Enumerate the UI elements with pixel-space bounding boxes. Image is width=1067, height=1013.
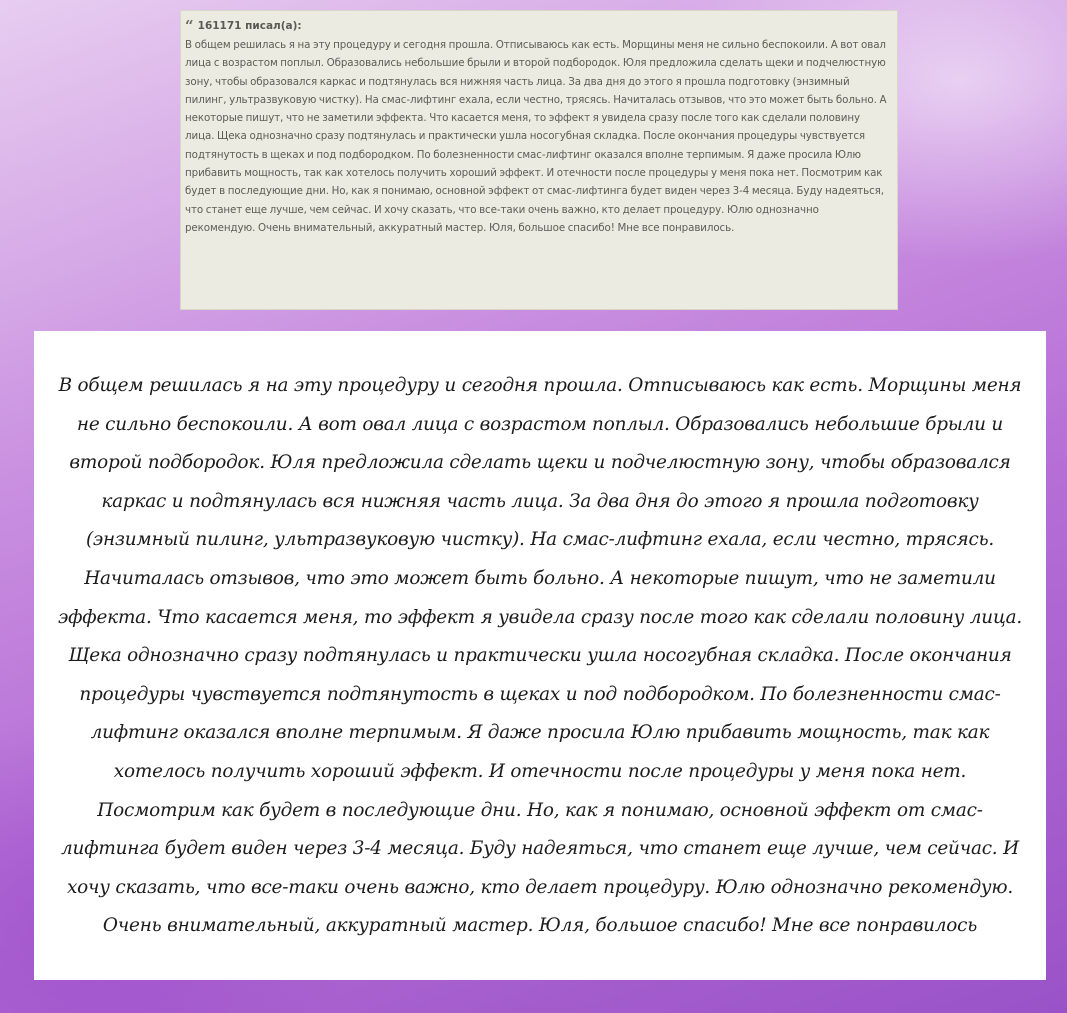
quote-header xyxy=(185,18,887,34)
handwritten-review-card xyxy=(34,331,1046,980)
handwritten-review-text: В общем решилась я на эту процедуру и сегодня прошла. Отписываюсь как есть. Морщины меня не сильно беспокоили. А вот овал лица с возрастом поплыл. Образовались небольшие брыли и второй подбородок. Юля предложила сделать щеки и подчелюстную зону, чтобы образовался каркас и подтянулась вся нижняя часть лица. За два дня до этого я прошла подготовку (энзимный пилинг, ультразвуковую чистку). На смас-лифтинг ехала, если честно, трясясь. Начиталась отзывов, что это может быть больно. А некоторые пишут, что не заметили эффекта. Что касается меня, то эффект я увидела сразу после того как сделали половину лица. Щека однозначно сразу подтянулась и практически ушла носогубная складка. После окончания процедуры чувствуется подтянутость в щеках и под подбородком. По болезненности смас-лифтинг оказался вполне терпимым. Я даже просила Юлю прибавить мощность, так как хотелось получить хороший эффект. И отечности после процедуры у меня пока нет. Посмотрим как будет в последующие дни. Но, как я понимаю, основной эффект от смас-лифтинга будет виден через 3-4 месяца. Буду надеяться, что станет еще лучше, чем сейчас. И хочу сказать, что все-таки очень важно, кто делает процедуру. Юлю однозначно рекомендую. Очень внимательный, аккуратный мастер. Юля, большое спасибо! Мне все понравилось xyxy=(57,375,1022,937)
quote-text: В общем решилась я на эту процедуру и сегодня прошла. Отписываюсь как есть. Морщины меня не сильно беспокоили. А вот овал лица с возрастом поплыл. Образовались небольшие брыли и второй подбородок. Юля предложила сделать щеки и подчелюстную зону, чтобы образовался каркас и подтянулась вся нижняя часть лица. За два дня до этого я прошла подготовку (энзимный пилинг, ультразвуковую чистку). На смас-лифтинг ехала, если честно, трясясь. Начиталась отзывов, что это может быть больно. А некоторые пишут, что не заметили эффекта. Что касается меня, то эффект я увидела сразу после того как сделали половину лица. Щека однозначно сразу подтянулась и практически ушла носогубная складка. После окончания процедуры чувствуется подтянутость в щеках и под подбородком. По болезненности смас-лифтинг оказался вполне терпимым. Я даже просила Юлю прибавить мощность, так как хотелось получить хороший эффект. И отечности после процедуры у меня пока нет. Посмотрим как будет в последующие дни. Но, как я понимаю, основной эффект от смас-лифтинга будет виден через 3-4 месяца. Буду надеяться, что станет еще лучше, чем сейчас. И хочу сказать, что все-таки очень важно, кто делает процедуру. Юлю однозначно рекомендую. Очень внимательный, аккуратный мастер. Юля, большое спасибо! Мне все понравилось. xyxy=(185,39,887,234)
quote-mark-icon: “ xyxy=(185,17,194,35)
forum-quote-block xyxy=(180,10,898,310)
quote-author: 161171 писал(а): xyxy=(197,20,302,32)
